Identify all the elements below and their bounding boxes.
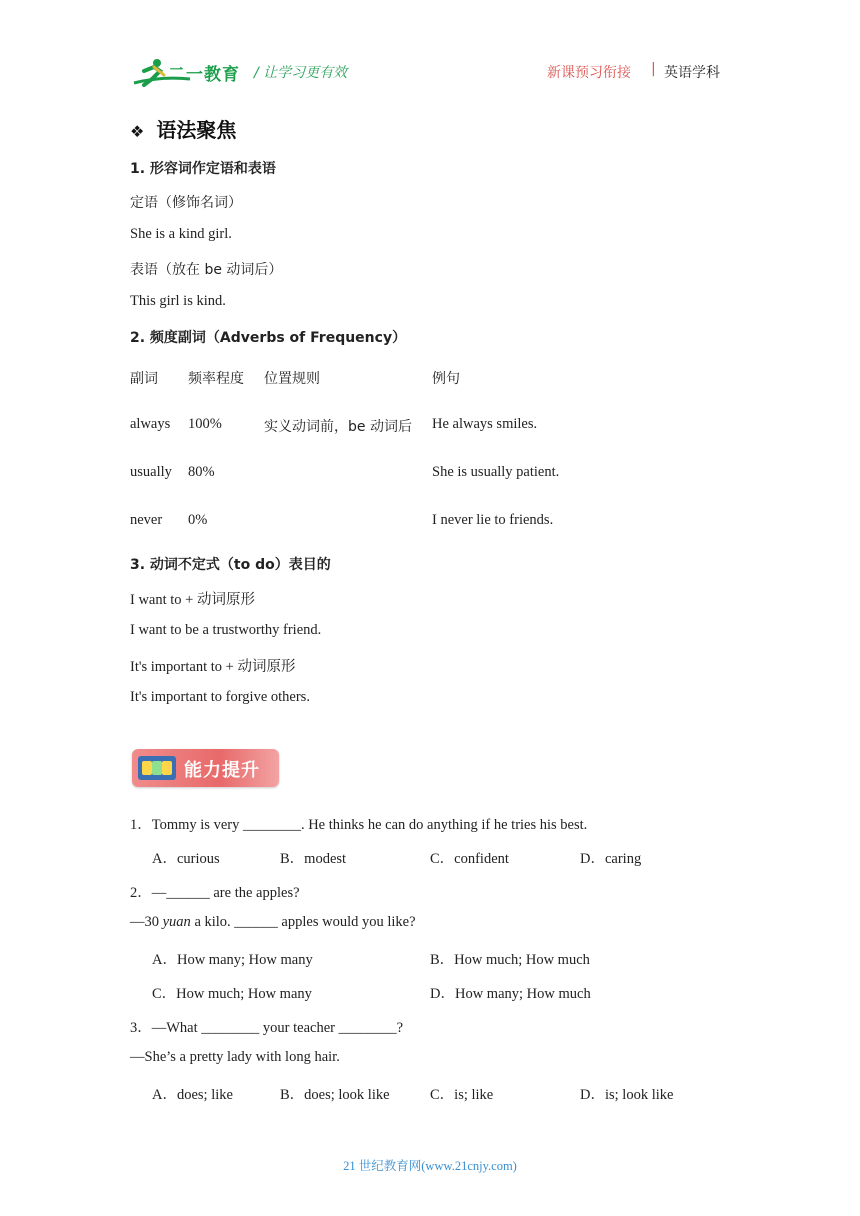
option: D．is; look like <box>580 1087 674 1103</box>
grammar-heading-2: 2. 频度副词（Adverbs of Frequency） <box>130 330 407 346</box>
table-cell: I never lie to friends. <box>432 512 554 528</box>
table-header-cell: 位置规则 <box>264 371 320 387</box>
grammar-heading-3: 3. 动词不定式（to do）表目的 <box>130 557 331 573</box>
grammar-heading-1: 1. 形容词作定语和表语 <box>130 161 276 177</box>
option: C．is; like <box>430 1087 494 1103</box>
question-2-line-2: —30 yuan a kilo. ______ apples would you like? <box>130 914 416 930</box>
grammar-line: She is a kind girl. <box>130 226 232 242</box>
header-separator: | <box>651 61 656 77</box>
badge-label: 能力提升 <box>184 760 260 781</box>
diamond-bullet-icon: ❖ <box>130 122 145 141</box>
table-cell: 80% <box>188 464 215 480</box>
table-cell: usually <box>130 464 172 480</box>
option: A．does; like <box>152 1087 233 1103</box>
ability-badge <box>132 749 279 787</box>
grammar-line: I want to be a trustworthy friend. <box>130 622 322 638</box>
question-2: 2．—______ are the apples? <box>130 885 300 901</box>
table-cell: never <box>130 512 163 528</box>
table-cell: 100% <box>188 416 222 432</box>
footer-link[interactable]: 21 世纪教育网(www.21cnjy.com) <box>343 1159 517 1173</box>
table-cell: always <box>130 416 171 432</box>
header-course-label: 新课预习衔接 <box>547 65 631 81</box>
grammar-line: It's important to + 动词原形 <box>130 659 296 675</box>
question-3-line-2: —She’s a pretty lady with long hair. <box>130 1049 340 1065</box>
option: D．caring <box>580 851 642 867</box>
header-slogan: / 让学习更有效 <box>254 65 348 81</box>
option: B．How much; How much <box>430 952 590 968</box>
option: B．does; look like <box>280 1087 390 1103</box>
table-cell: He always smiles. <box>432 416 538 432</box>
question-3: 3．—What ________ your teacher ________? <box>130 1020 404 1036</box>
question-1: 1．Tommy is very ________. He thinks he can do anything if he tries his best. <box>130 817 588 833</box>
table-header-cell: 副词 <box>130 371 158 387</box>
option: D．How many; How much <box>430 986 591 1002</box>
grammar-line: This girl is kind. <box>130 293 226 309</box>
section-title <box>130 114 236 143</box>
option: C．How much; How many <box>152 986 312 1002</box>
option: A．curious <box>152 851 220 867</box>
logo-text: 二一教育 <box>168 65 240 85</box>
option: B．modest <box>280 851 347 867</box>
grammar-line: It's important to forgive others. <box>130 689 310 705</box>
grammar-line: I want to + 动词原形 <box>130 592 255 608</box>
option: C．confident <box>430 851 509 867</box>
header-subject: 英语学科 <box>664 65 720 81</box>
table-header-cell: 例句 <box>432 371 460 387</box>
option: A．How many; How many <box>152 952 313 968</box>
section-title-text: 语法聚焦 <box>156 118 237 142</box>
table-header-cell: 频率程度 <box>188 371 244 387</box>
table-cell: She is usually patient. <box>432 464 560 480</box>
grammar-line: 定语（修饰名词） <box>130 195 242 211</box>
people-icon <box>138 756 176 780</box>
grammar-line: 表语（放在 be 动词后） <box>130 262 283 278</box>
table-cell: 实义动词前，be 动词后 <box>264 419 412 435</box>
table-cell: 0% <box>188 512 208 528</box>
